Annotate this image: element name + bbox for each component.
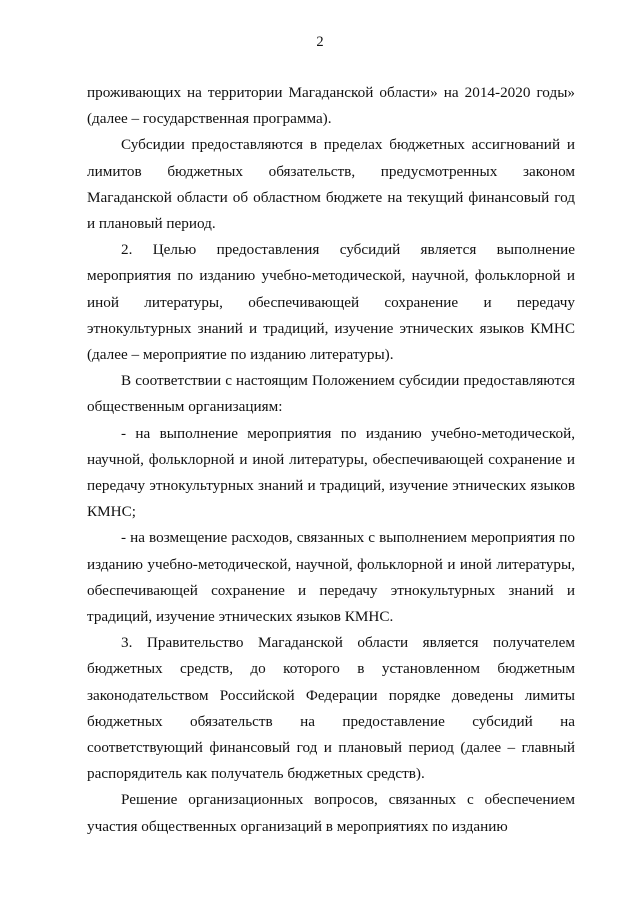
list-item-execution: - на выполнение мероприятия по изданию учебно-методической, научной, фольклорной и иной литературы, обеспечивающей сохранение и передачу этнокультурных знаний и традиций, изучение этнических языков КМНС; — [87, 424, 575, 521]
list-item-reimbursement: - на возмещение расходов, связанных с выполнением мероприятия по изданию учебно-методической, научной, фольклорной и иной литературы, обеспечивающей сохранение и передачу этнокультурных знаний и традиций, изучение этнических языков КМНС. — [87, 529, 575, 626]
page-number: 2 — [316, 34, 324, 50]
document-body — [87, 80, 575, 840]
paragraph-subsidy-limits: Субсидии предоставляются в пределах бюджетных ассигнований и лимитов бюджетных обязательств, предусмотренных законом Магаданской области об областном бюджете на текущий финансовый год и плановый период. — [87, 136, 575, 233]
paragraph-budget-holder: 3. Правительство Магаданской области является получателем бюджетных средств, до которого в установленном бюджетным законодательством Российской Федерации порядке доведены лимиты бюджетных обязательств на предоставление субсидий на соответствующий финансовый год и плановый период (далее – главный распорядитель как получатель бюджетных средств). — [87, 634, 575, 783]
paragraph-recipients: В соответствии с настоящим Положением субсидии предоставляются общественным организациям: — [87, 372, 575, 416]
paragraph-organizational-issues: Решение организационных вопросов, связанных с обеспечением участия общественных организаций в мероприятиях по изданию — [87, 791, 575, 835]
paragraph-purpose: 2. Целью предоставления субсидий является выполнение мероприятия по изданию учебно-методической, научной, фольклорной и иной литературы, обеспечивающей сохранение и передачу этнокультурных знаний и традиций, изучение этнических языков КМНС (далее – мероприятие по изданию литературы). — [87, 241, 575, 364]
paragraph-program-title-continuation: проживающих на территории Магаданской области» на 2014-2020 годы» (далее – государственная программа). — [87, 84, 575, 128]
